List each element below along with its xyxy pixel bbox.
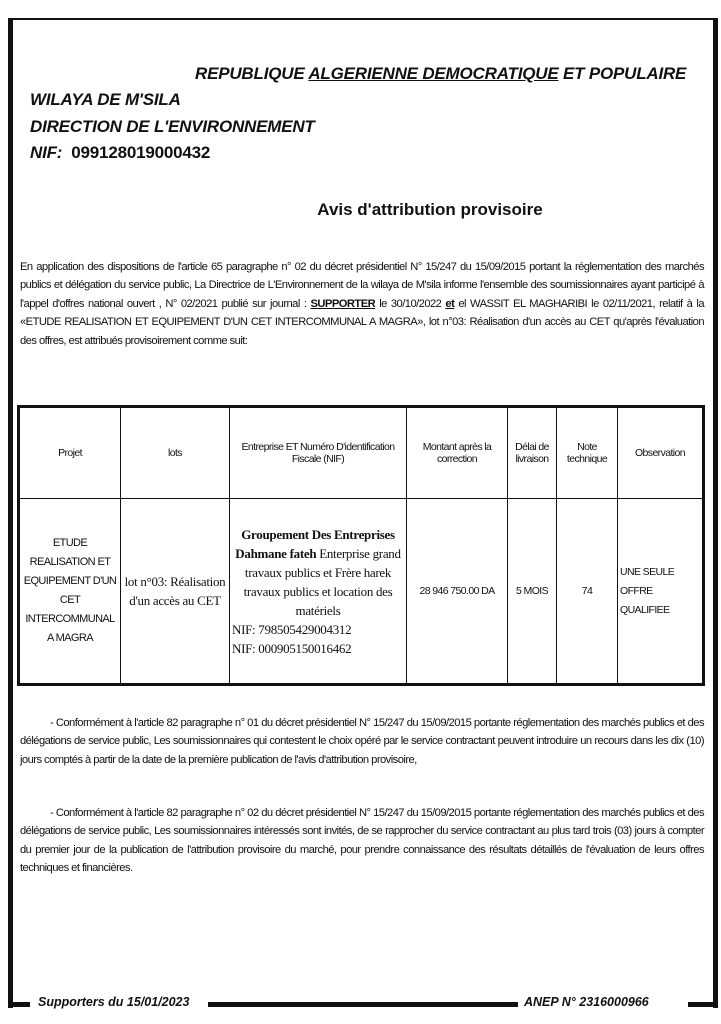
cell-entreprise <box>230 499 407 685</box>
cell-montant: 28 946 750.00 DA <box>407 499 508 685</box>
cell-note: 74 <box>557 499 618 685</box>
header-montant: Montant après la correction <box>407 407 508 499</box>
recourse-note: - Conformément à l'article 82 paragraphe n° 01 du décret présidentiel N° 15/247 du 15/09/2015 portante réglementation des marchés publics et des délégations de service public, Les soumissionnaires qui contestent le choix opéré par le service contractant peuvent introduire un recours dans les dix (10) jours comptés à partir de la date de la première publication de l'avis d'attribution provisoire, <box>20 717 704 766</box>
footer-rule <box>208 1002 518 1007</box>
intro-text: le 30/10/2022 <box>375 297 446 310</box>
header-observation: Observation <box>618 407 704 499</box>
document-title: Avis d'attribution provisoire <box>317 200 543 219</box>
footer <box>8 995 718 1015</box>
nif-line <box>30 143 210 163</box>
republic-post: ET POPULAIRE <box>558 64 687 83</box>
journal-name: SUPPORTER <box>310 297 376 310</box>
footer-rule <box>8 1002 30 1007</box>
entreprise-name: Groupement Des Entreprises Dahmane fateh <box>235 526 395 561</box>
footer-rule <box>688 1002 718 1007</box>
entreprise-detail: Enterprise grand travaux publics et Frère harek travaux publics et location des matériels <box>243 545 401 618</box>
header-entreprise: Entreprise ET Numéro D'identification Fiscale (NIF) <box>230 407 407 499</box>
header-delai: Délai de livraison <box>508 407 557 499</box>
cell-observation: UNE SEULE OFFRE QUALIFIEE <box>618 499 704 685</box>
nif-2: NIF: 000905150016462 <box>232 640 352 656</box>
footer-anep: ANEP N° 2316000966 <box>520 995 653 1009</box>
wilaya-heading: WILAYA DE M'SILA <box>30 90 181 109</box>
intro-paragraph <box>20 258 704 350</box>
nif-1: NIF: 798505429004312 <box>232 621 352 637</box>
republic-mid: ALGERIENNE DEMOCRATIQUE <box>308 64 559 83</box>
direction-heading: DIRECTION DE L'ENVIRONNEMENT <box>30 117 315 136</box>
attribution-table <box>17 405 705 686</box>
cell-delai: 5 MOIS <box>508 499 557 685</box>
consultation-note: - Conformément à l'article 82 paragraphe n° 02 du décret présidentiel N° 15/247 du 15/09/2015 portante réglementation des marchés publics et des délégations de service public, Les soumissionnaires intéressés sont invités, de se rapprocher du service contractant au plus tard trois (03) jours à compter du premier jour de la publication de l'attribution provisoire du marché, pour prendre connaissance des résultats détaillés de l'évaluation de leurs offres techniques et financières. <box>20 807 704 875</box>
intro-text: el WASSIT EL MAGHARIBI le 02/11/2021, relatif à la «ETUDE REALISATION ET EQUIPEMENT D'UN CET INTERCOMMUNAL A MAGRA», lot n°03: Réalisation d'un accès au CET qu'après l'évaluation des offres, est attribués provisoirement comme suit: <box>20 297 705 347</box>
republic-heading <box>195 64 686 84</box>
republic-pre: REPUBLIQUE <box>195 64 309 83</box>
nif-label: NIF: <box>30 143 63 162</box>
header-note: Note technique <box>557 407 618 499</box>
cell-projet: ETUDE REALISATION ET EQUIPEMENT D'UN CET INTERCOMMUNAL A MAGRA <box>19 499 121 685</box>
table-header-row <box>19 407 704 499</box>
footer-publication: Supporters du 15/01/2023 <box>34 995 193 1009</box>
intro-text: En application des dispositions de l'article 65 paragraphe n° 02 du décret présidentiel N° 15/247 du 15/09/2015 portant la réglementation des marchés publics et délégation du service public, La Directrice de L'Environnement de la wilaya de M'sila informe l'ensemble des soumissionnaires ayant participé à l'appel d'offres national ouvert , N° 02/2021 publié sur journal : <box>20 261 704 310</box>
table-row <box>19 499 704 685</box>
cell-lot: lot n°03: Réalisation d'un accès au CET <box>121 499 230 685</box>
header-lots: lots <box>121 407 230 499</box>
intro-conj: et <box>445 297 455 310</box>
header-projet: Projet <box>19 407 121 499</box>
nif-value: 099128019000432 <box>71 143 211 162</box>
